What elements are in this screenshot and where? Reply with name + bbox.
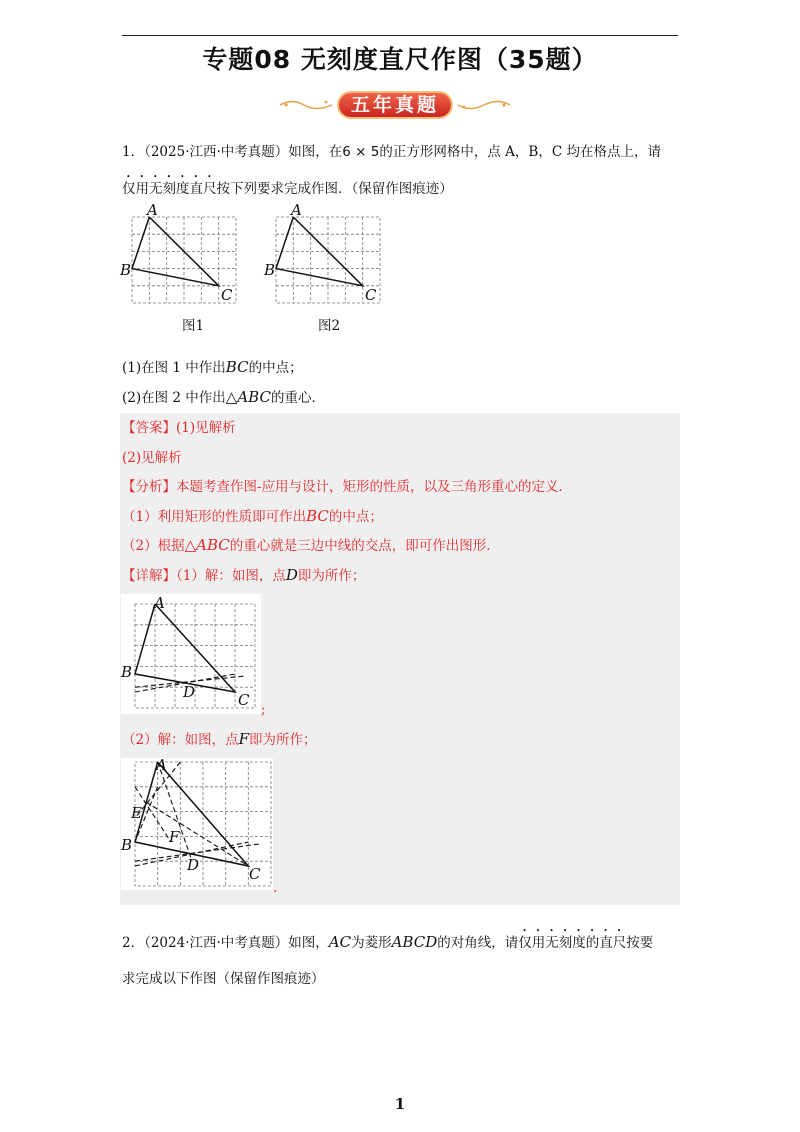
badge-ornament-right	[456, 96, 512, 114]
detail-step-2: （2）解：如图，点F即为所作；	[122, 730, 317, 748]
sol2-label-e: E	[131, 804, 142, 822]
sol1-period: ;	[261, 702, 266, 718]
sol1-label-a: A	[154, 594, 165, 612]
analysis-step-2: （2）根据△ABC的重心就是三边中线的交点，即可作出图形．	[122, 536, 500, 554]
page-title: 专题08 无刻度直尺作图（35题）	[202, 45, 598, 74]
q1-part1: (1)在图 1 中作出BC的中点；	[122, 358, 303, 376]
q1-intro: 1．（2025·江西·中考真题）如图，在6 × 5的正方形网格中，点 A，B，C 均在格点上，请	[122, 144, 661, 160]
sol2-period: .	[273, 880, 278, 896]
fig2-label-c: C	[365, 286, 377, 304]
q2-line1: 2．（2024·江西·中考真题）如图，AC为菱形ABCD的对角线，请仅用无刻度的直尺按要	[122, 933, 654, 951]
fig2-label-a: A	[291, 201, 302, 219]
sol1-label-d: D	[183, 683, 196, 701]
sol2-label-a: A	[156, 756, 167, 774]
top-rule	[122, 35, 678, 36]
q1-part2: (2)在图 2 中作出△ABC的重心．	[122, 388, 325, 406]
detail-step-1: 【详解】（1）解：如图，点D即为所作；	[122, 566, 366, 584]
fig1-caption: 图1	[182, 318, 205, 334]
sol2-label-c: C	[249, 865, 261, 883]
fig2-label-b: B	[264, 261, 276, 279]
fig1-label-b: B	[120, 261, 132, 279]
sol1-label-b: B	[121, 663, 133, 681]
q2-line2: 求完成以下作图（保留作图痕迹）	[122, 971, 325, 987]
badge-ornament-left	[278, 96, 334, 114]
q1-instruction: 仅用无刻度直尺按下列要求完成作图．（保留作图痕迹）	[122, 181, 453, 197]
badge-label: 五年真题	[350, 94, 439, 116]
answer-line-2: (2)见解析	[122, 450, 182, 466]
page-number: 1	[394, 1095, 406, 1113]
answer-line: 【答案】(1)见解析	[122, 420, 236, 436]
analysis-line: 【分析】本题考查作图-应用与设计，矩形的性质，以及三角形重心的定义．	[122, 479, 573, 495]
fig1-label-c: C	[221, 286, 233, 304]
sol2-label-b: B	[121, 836, 133, 854]
analysis-step-1: （1）利用矩形的性质即可作出BC的中点；	[122, 507, 383, 525]
sol2-label-f: F	[169, 828, 180, 846]
fig2-caption: 图2	[318, 318, 341, 334]
fig1-label-a: A	[147, 201, 158, 219]
sol2-label-d: D	[187, 856, 200, 874]
sol1-label-c: C	[238, 691, 250, 709]
